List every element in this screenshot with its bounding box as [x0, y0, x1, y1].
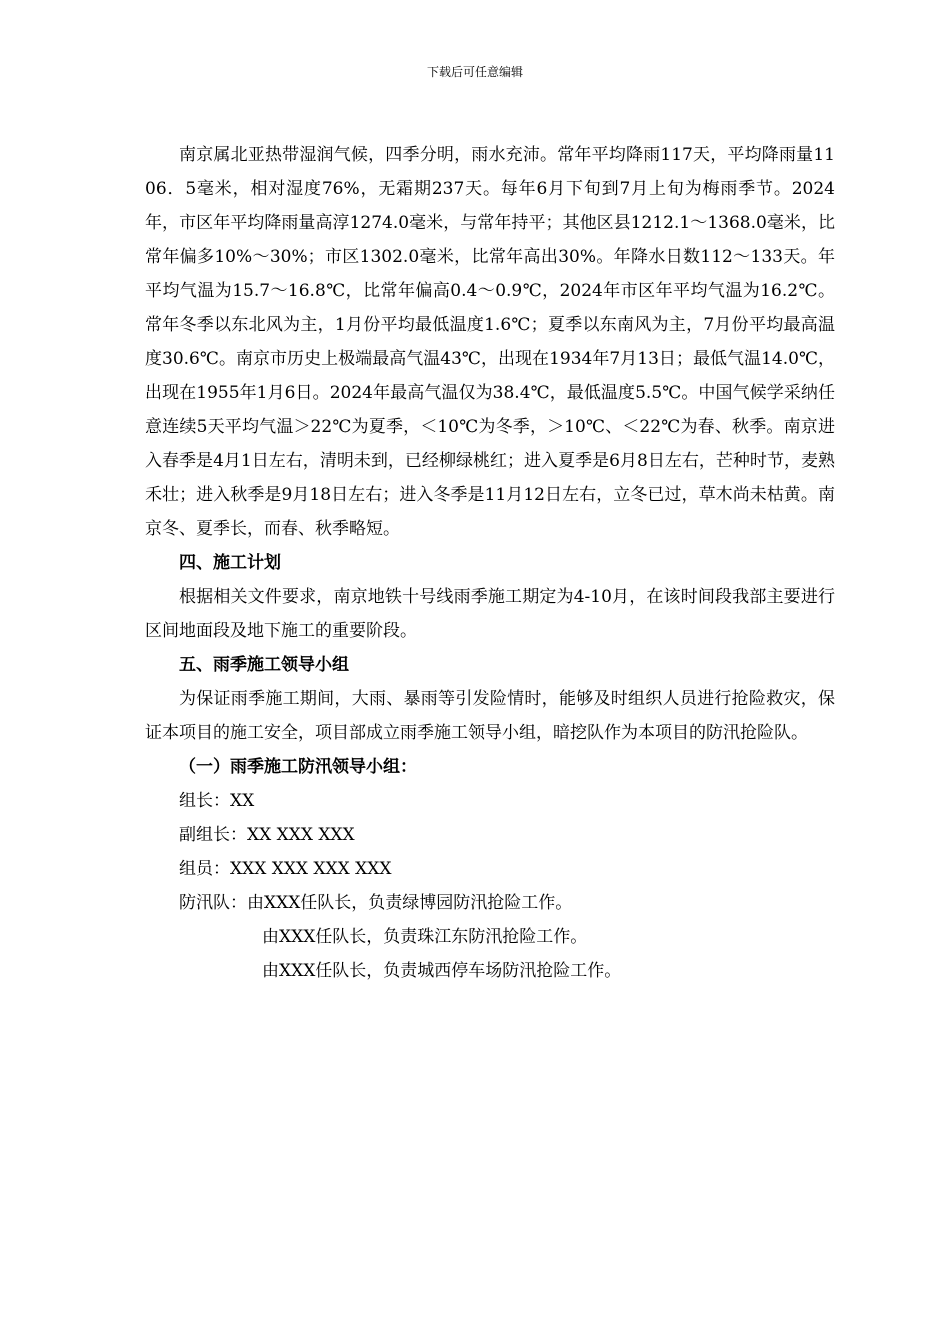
members-line: 组员：XXX XXX XXX XXX [179, 859, 392, 879]
construction-plan-paragraph: 根据相关文件要求，南京地铁十号线雨季施工期定为4-10月，在该时间段我部主要进行区间地面段及地下施工的重要阶段。 [145, 587, 835, 641]
document-body [145, 138, 835, 988]
section-heading-leadership-group: 五、雨季施工领导小组 [179, 655, 349, 675]
flood-team-line: 由XXX任队长，负责珠江东防汛抢险工作。 [262, 927, 588, 947]
subsection-heading-flood-group: （一）雨季施工防汛领导小组： [179, 757, 417, 777]
flood-team-line: 由XXX任队长，负责城西停车场防汛抢险工作。 [262, 961, 622, 981]
section-heading-construction-plan: 四、施工计划 [179, 553, 281, 573]
group-leader-line: 组长：XX [179, 791, 255, 811]
climate-paragraph: 南京属北亚热带湿润气候，四季分明，雨水充沛。常年平均降雨117天，平均降雨量1106．5毫米，相对湿度76%，无霜期237天。每年6月下旬到7月上旬为梅雨季节。2024年，市区年平均降雨量高淳1274.0毫米，与常年持平；其他区县1212.1～1368.0毫米，比常年偏多10%～30%；市区1302.0毫米，比常年高出30%。年降水日数112～133天。年平均气温为15.7～16.8℃，比常年偏高0.4～0.9℃，2024年市区年平均气温为16.2℃。常年冬季以东北风为主，1月份平均最低温度1.6℃；夏季以东南风为主，7月份平均最高温度30.6℃。南京市历史上极端最高气温43℃，出现在1934年7月13日；最低气温14.0℃，出现在1955年1月6日。2024年最高气温仅为38.4℃，最低温度5.5℃。中国气候学采纳任意连续5天平均气温＞22℃为夏季，＜10℃为冬季，＞10℃、＜22℃为春、秋季。南京进入春季是4月1日左右，清明未到，已经柳绿桃红；进入夏季是6月8日左右，芒种时节，麦熟禾壮；进入秋季是9月18日左右；进入冬季是11月12日左右，立冬已过，草木尚未枯黄。南京冬、夏季长，而春、秋季略短。 [145, 145, 835, 539]
page-header: 下载后可任意编辑 [426, 65, 523, 79]
flood-team-line: 防汛队：由XXX任队长，负责绿博园防汛抢险工作。 [179, 893, 573, 913]
leadership-group-paragraph: 为保证雨季施工期间，大雨、暴雨等引发险情时，能够及时组织人员进行抢险救灾，保证本项目的施工安全，项目部成立雨季施工领导小组，暗挖队作为本项目的防汛抢险队。 [145, 689, 835, 743]
deputy-leader-line: 副组长：XX XXX XXX [179, 825, 355, 845]
